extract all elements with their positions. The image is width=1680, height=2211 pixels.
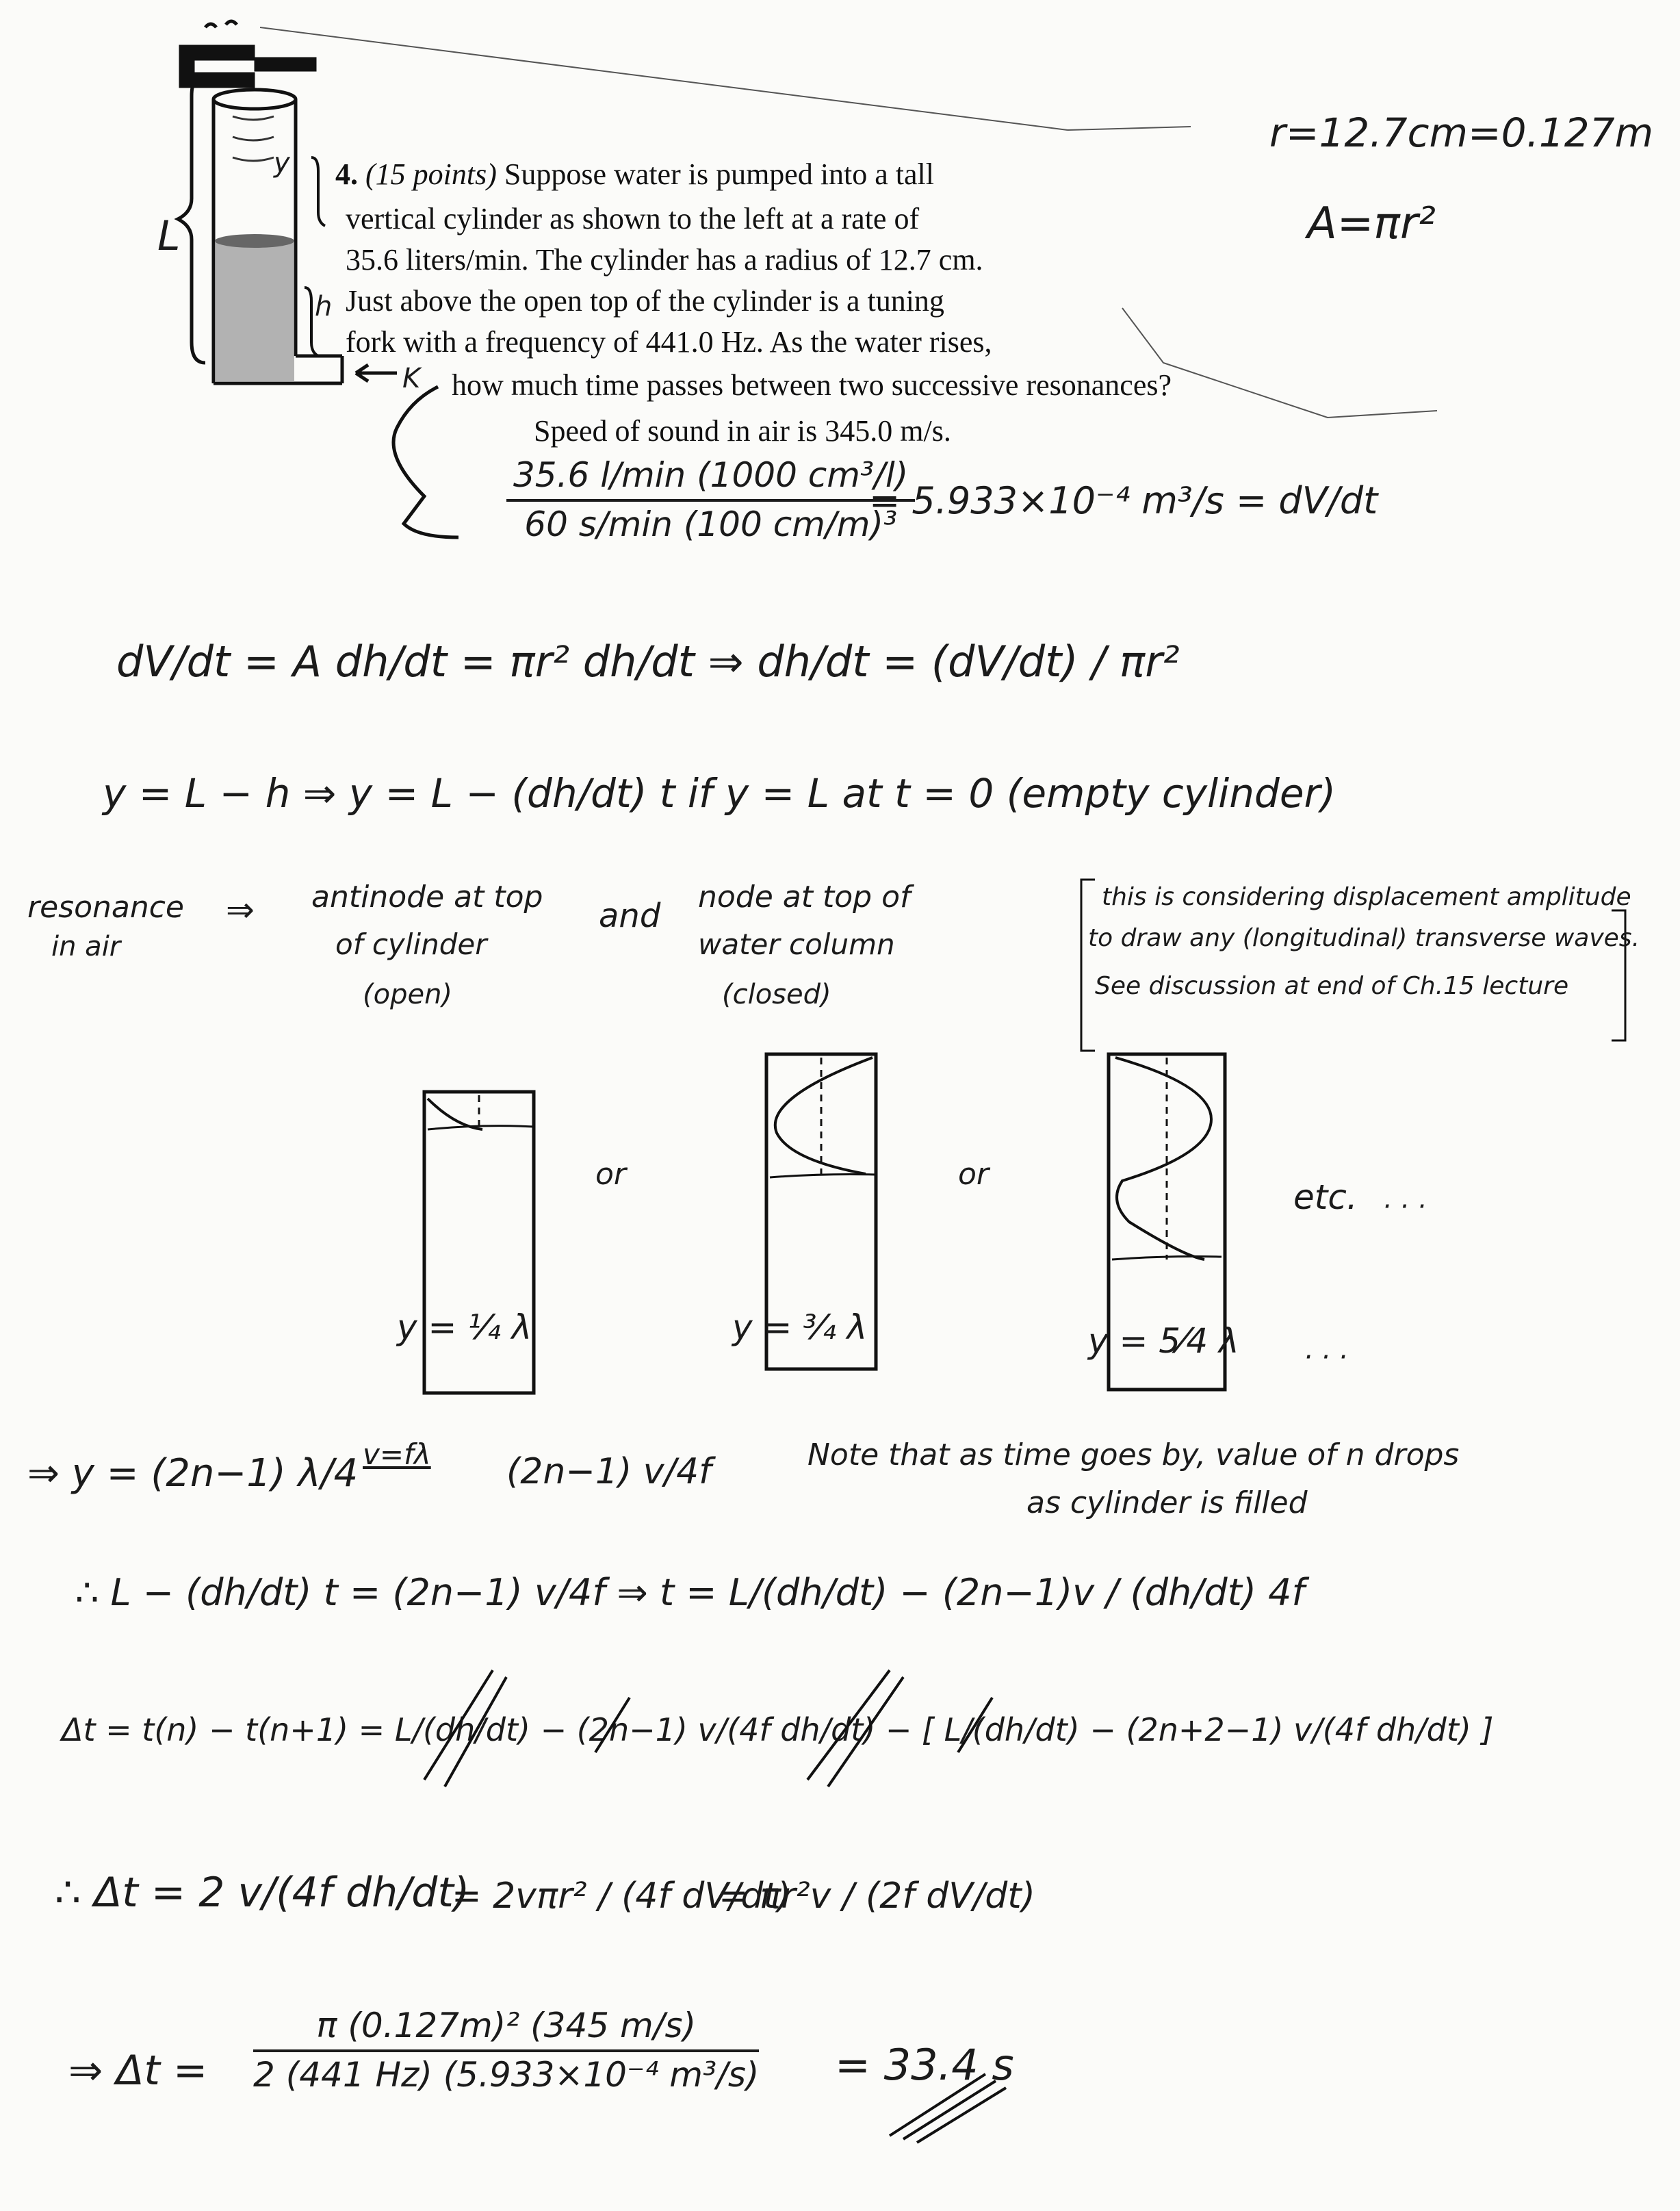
general-equation: ⇒ y = (2n−1) λ/4 [27,1451,359,1496]
problem-line-4: Just above the open top of the cylinder is a tuning [346,284,944,318]
v-f-lambda: v=fλ [363,1437,431,1471]
antinode-line-3: (open) [363,979,453,1010]
dv-equation: dV/dt = A dh/dt = πr² dh/dt ⇒ dh/dt = (dV/dt) / πr² [116,637,1180,687]
bracket-line-2: to draw any (longitudinal) transverse waves. [1088,924,1640,952]
node-line-2: water column [698,928,895,961]
label-h: h [315,291,333,322]
diagram-y-2: y = ¾ λ [732,1307,868,1347]
rate-denominator: 60 s/min (100 cm/m)³ [524,504,897,544]
time-equation: ∴ L − (dh/dt) t = (2n−1) v/4f ⇒ t = L/(dh/dt) − (2n−1)v / (dh/dt) 4f [75,1571,1305,1614]
note-area: A=πr² [1307,199,1436,249]
delta-t-result-2: = 2vπr² / (4f dV/dt) [452,1876,792,1917]
label-L: L [157,212,181,260]
or-word-2: or [958,1157,990,1192]
etc-dots-1: · · · [1382,1191,1426,1223]
antinode-line-2: of cylinder [335,928,487,961]
diagram-y-3: y = 5⁄4 λ [1088,1321,1239,1361]
problem-points: (15 points) [365,157,497,191]
bracket-line-3: See discussion at end of Ch.15 lecture [1095,972,1569,1000]
delta-t-result-1: ∴ Δt = 2 v/(4f dh/dt) [55,1869,470,1917]
delta-t-equation: Δt = t(n) − t(n+1) = L/(dh/dt) − (2n−1) v/(4f dh/dt) − [ L/(dh/dt) − (2n+2−1) v/(4f dh/dt) ] [62,1711,1494,1748]
node-line-1: node at top of [698,880,911,915]
or-word-1: or [595,1157,627,1192]
problem-number: 4. [335,157,358,191]
final-denominator: 2 (441 Hz) (5.933×10⁻⁴ m³/s) [253,2055,760,2095]
etc-word: etc. [1293,1177,1358,1217]
and-word: and [599,897,661,935]
general-v-form: (2n−1) v/4f [506,1451,712,1492]
note-line-1: Note that as time goes by, value of n drops [807,1437,1460,1472]
label-y: y [274,147,290,179]
final-lead: ⇒ Δt = [68,2047,208,2095]
delta-t-result-3: = πr²v / (2f dV/dt) [719,1876,1035,1917]
final-numerator: π (0.127m)² (345 m/s) [253,2006,759,2052]
bracket-line-1: this is considering displacement amplitude [1102,883,1631,911]
antinode-line-1: antinode at top [311,880,543,915]
problem-line-2: vertical cylinder as shown to the left at a rate of [346,202,920,235]
implies-arrow: ⇒ [226,890,255,930]
resonance-label-2: in air [51,931,121,962]
note-radius: r=12.7cm=0.127m [1269,110,1654,156]
problem-line-3: 35.6 liters/min. The cylinder has a radius of 12.7 cm. [346,243,983,277]
final-answer: = 33.4 s [835,2040,1014,2090]
problem-line-7: Speed of sound in air is 345.0 m/s. [534,414,951,448]
note-line-2: as cylinder is filled [1026,1485,1308,1520]
resonance-label-1: resonance [27,890,185,925]
fork-mark: K [402,363,421,394]
rate-result: = 5.933×10⁻⁴ m³/s = dV/dt [869,479,1378,522]
rate-numerator: 35.6 l/min (1000 cm³/l) [506,455,915,502]
y-equation: y = L − h ⇒ y = L − (dh/dt) t if y = L at t = 0 (empty cylinder) [103,770,1336,817]
node-line-3: (closed) [722,979,831,1010]
problem-line-6: how much time passes between two successive resonances? [452,368,1172,402]
etc-dots-2: · · · [1304,1342,1347,1373]
problem-line-5: fork with a frequency of 441.0 Hz. As the water rises, [346,325,992,359]
problem-line-1: 4. (15 points) Suppose water is pumped into a tall [335,157,935,191]
diagram-y-1: y = ¼ λ [397,1307,532,1347]
